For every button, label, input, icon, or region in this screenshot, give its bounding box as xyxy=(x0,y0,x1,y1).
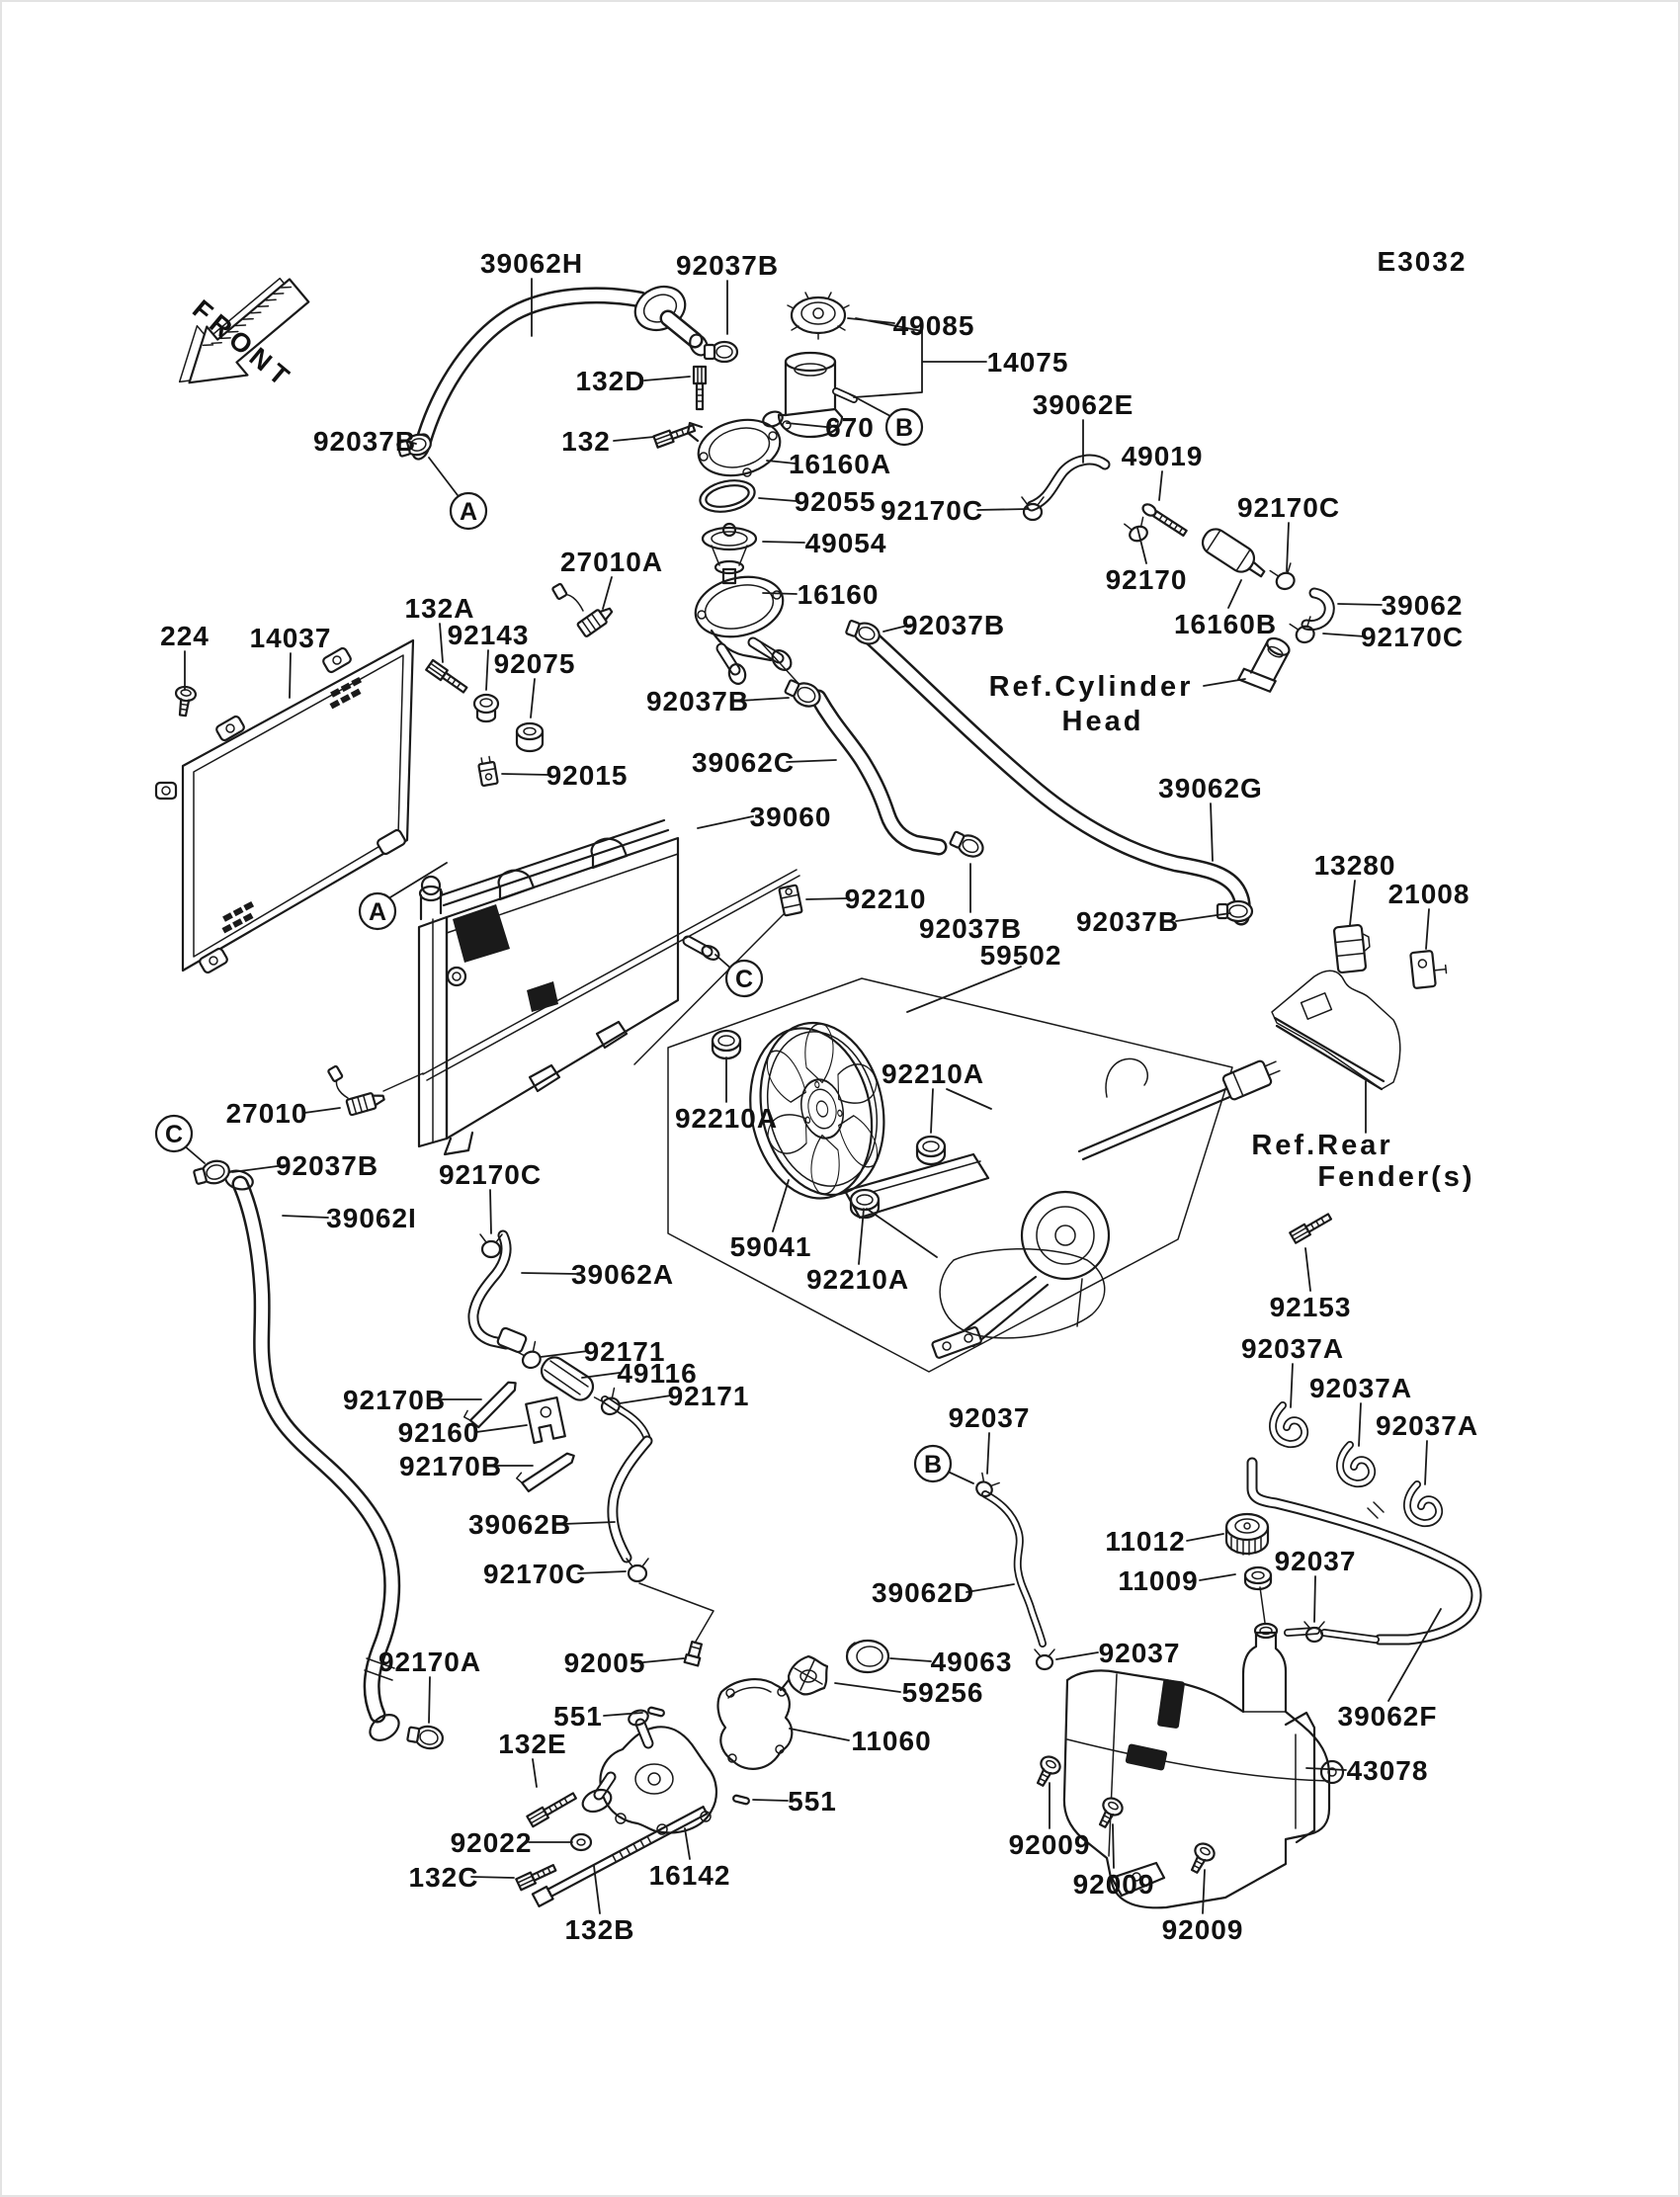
part-label-92037b-20: 92037B xyxy=(901,610,1006,640)
callout-a-0 xyxy=(451,493,486,529)
part-label-224-24: 224 xyxy=(160,621,210,651)
part-label-39062h-0: 39062H xyxy=(479,248,584,279)
washer-92022 xyxy=(571,1834,591,1850)
callout-c-5 xyxy=(156,1116,192,1151)
tank-plug-11009 xyxy=(1245,1567,1271,1589)
clamp-92170C xyxy=(1270,563,1299,592)
part-label-11012-62: 11012 xyxy=(1105,1526,1186,1557)
part-label-16160-17: 16160 xyxy=(797,579,880,610)
fan-assembly xyxy=(668,978,1283,1372)
part-label-132-9: 132 xyxy=(561,426,611,457)
part-label-92037b-38: 92037B xyxy=(1075,906,1180,937)
thermostat-housing-lower xyxy=(689,568,802,688)
part-label-92009-83: 92009 xyxy=(1072,1869,1155,1900)
part-label-11009-64: 11009 xyxy=(1118,1565,1199,1596)
screw-92009 xyxy=(1186,1840,1218,1876)
part-label-92009-80: 92009 xyxy=(1008,1829,1091,1860)
filter-16160B xyxy=(1198,525,1270,584)
bolt-132B xyxy=(533,1804,709,1905)
fitting-92005 xyxy=(685,1642,704,1666)
pump-gasket-11060 xyxy=(718,1679,793,1769)
part-label-132c-82: 132C xyxy=(408,1862,479,1893)
svg-text:B: B xyxy=(894,414,914,442)
part-label-92037-65: 92037 xyxy=(1274,1546,1357,1576)
part-label-92210a-40: 92210A xyxy=(881,1058,985,1089)
part-label-92143-23: 92143 xyxy=(447,620,530,650)
clip-92015 xyxy=(477,756,498,786)
part-label-39062-19: 39062 xyxy=(1381,590,1464,621)
o-ring-670 xyxy=(761,409,785,429)
part-label-14037-25: 14037 xyxy=(249,623,332,653)
hose-39062D xyxy=(985,1494,1043,1644)
part-label-92160-59: 92160 xyxy=(397,1417,480,1448)
part-label-14075-3: 14075 xyxy=(986,347,1069,378)
thermostat-housing-upper xyxy=(688,412,786,484)
part-label-92022-79: 92022 xyxy=(450,1827,533,1858)
part-label-132d-5: 132D xyxy=(575,366,646,396)
part-label-39062e-4: 39062E xyxy=(1032,389,1134,420)
svg-text:B: B xyxy=(923,1451,943,1479)
part-label-92170c-66: 92170C xyxy=(482,1559,587,1589)
part-label-92170c-12: 92170C xyxy=(880,495,984,526)
clamp-92037 xyxy=(1035,1649,1054,1669)
tank-cap-11012 xyxy=(1226,1514,1268,1555)
switch-21008 xyxy=(1410,950,1448,988)
svg-text:A: A xyxy=(459,498,478,526)
cylinder-head-fitting xyxy=(1238,632,1294,696)
part-label-11060-76: 11060 xyxy=(851,1726,932,1756)
clamp-92037B xyxy=(193,1158,232,1188)
part-label-92037b-37: 92037B xyxy=(918,913,1023,944)
part-label-39062c-31: 39062C xyxy=(691,747,796,778)
part-label-16160b-18: 16160B xyxy=(1173,609,1278,639)
svg-text:C: C xyxy=(164,1121,184,1148)
part-label-92037b-45: 92037B xyxy=(275,1150,379,1181)
part-label-39060-33: 39060 xyxy=(749,802,832,832)
part-label-39062i-47: 39062I xyxy=(326,1203,417,1233)
part-label-92170c-46: 92170C xyxy=(438,1159,543,1190)
bolt-132C xyxy=(516,1862,556,1890)
bolt-132D xyxy=(694,367,706,409)
part-label-59256-72: 59256 xyxy=(901,1677,984,1708)
o-ring-92055 xyxy=(697,476,757,517)
relay-13280 xyxy=(1334,924,1373,972)
part-label-head-28: Head xyxy=(1061,706,1144,737)
damper-92160 xyxy=(526,1397,565,1443)
part-label-92037a-54: 92037A xyxy=(1375,1410,1479,1441)
part-label-43078-78: 43078 xyxy=(1346,1755,1429,1786)
callout-a-1 xyxy=(360,893,395,929)
bracket-92210 xyxy=(779,885,801,915)
thermostat xyxy=(703,524,756,583)
part-label-132a-22: 132A xyxy=(404,593,475,624)
water-temp-sensor-27010 xyxy=(328,1065,423,1115)
part-label-16160a-10: 16160A xyxy=(788,449,892,479)
part-label-551-77: 551 xyxy=(788,1786,837,1817)
part-label-92009-85: 92009 xyxy=(1161,1914,1244,1945)
part-label-49019-7: 49019 xyxy=(1121,441,1204,471)
strap-92170B-lower xyxy=(514,1452,580,1493)
bolt-132E xyxy=(527,1791,577,1826)
callout-b-2 xyxy=(886,409,922,445)
part-label-49085-2: 49085 xyxy=(892,310,975,341)
clamp-92037B xyxy=(1218,901,1252,921)
part-label-92037a-52: 92037A xyxy=(1240,1333,1345,1364)
part-label-39062b-63: 39062B xyxy=(467,1509,572,1540)
fan-motor-bracket xyxy=(845,1056,1283,1359)
part-label-92210-36: 92210 xyxy=(844,884,927,914)
part-label-13280-34: 13280 xyxy=(1313,850,1396,881)
part-label-92170c-13: 92170C xyxy=(1236,492,1341,523)
part-label-39062d-67: 39062D xyxy=(871,1577,975,1608)
flange-nut-92210A xyxy=(713,1031,740,1058)
part-label-92075-26: 92075 xyxy=(493,648,576,679)
part-label-92210a-41: 92210A xyxy=(674,1103,779,1134)
front-label: FRONT xyxy=(187,294,299,395)
part-label-92037b-8: 92037B xyxy=(312,426,417,457)
hose-39062I xyxy=(223,1168,403,1746)
collar-92143 xyxy=(474,695,498,721)
part-label-92170-16: 92170 xyxy=(1105,564,1188,595)
radiator-cap xyxy=(788,293,849,339)
clamp-92037B xyxy=(705,342,737,362)
pin-551-lower xyxy=(733,1795,750,1805)
clamp-92170A xyxy=(406,1724,444,1751)
part-label-92005-70: 92005 xyxy=(563,1648,646,1678)
part-label-39062f-74: 39062F xyxy=(1337,1701,1438,1732)
bypass-chain xyxy=(1125,502,1329,695)
part-label-49116-56: 49116 xyxy=(617,1358,698,1389)
part-label-16142-81: 16142 xyxy=(648,1860,731,1891)
impeller-59256 xyxy=(781,1656,827,1694)
callout-c-4 xyxy=(726,961,762,996)
part-label-670-6: 670 xyxy=(825,412,875,443)
part-label-59502-39: 59502 xyxy=(979,940,1062,971)
part-label-92171-55: 92171 xyxy=(583,1336,666,1367)
part-label-92170a-69: 92170A xyxy=(378,1647,482,1677)
part-label-92015-30: 92015 xyxy=(546,760,629,791)
screw-92009 xyxy=(1032,1753,1063,1789)
part-label-59041-49: 59041 xyxy=(729,1231,812,1262)
part-label-92170c-21: 92170C xyxy=(1360,622,1465,652)
callout-b-3 xyxy=(915,1446,951,1481)
seal-49063 xyxy=(847,1641,888,1672)
clamp-92170C xyxy=(627,1559,648,1581)
part-label-92055-11: 92055 xyxy=(794,486,877,517)
part-label-92037b-1: 92037B xyxy=(675,250,780,281)
rear-fender-ref xyxy=(1272,924,1448,1089)
part-label-27010-44: 27010 xyxy=(225,1098,308,1129)
svg-text:A: A xyxy=(368,898,387,926)
bolt-92153 xyxy=(1290,1212,1332,1243)
part-label-92210a-50: 92210A xyxy=(805,1264,910,1295)
front-arrow-icon xyxy=(159,261,319,411)
part-label-refrear-42: Ref.Rear xyxy=(1251,1130,1393,1161)
part-label-92037b-29: 92037B xyxy=(645,686,750,717)
part-label-92037a-53: 92037A xyxy=(1308,1373,1413,1403)
part-label-refcylinder-27: Ref.Cylinder xyxy=(988,671,1194,703)
flange-nut-92210A xyxy=(917,1137,945,1164)
part-label-fenders-43: Fender(s) xyxy=(1317,1161,1475,1193)
part-label-39062g-32: 39062G xyxy=(1158,773,1263,803)
part-label-92171-58: 92171 xyxy=(667,1381,750,1411)
part-label-92170b-60: 92170B xyxy=(398,1451,503,1481)
part-label-92037-61: 92037 xyxy=(948,1402,1031,1433)
part-label-132e-75: 132E xyxy=(498,1729,567,1759)
part-label-551-73: 551 xyxy=(553,1701,603,1732)
pin-551-upper xyxy=(648,1707,665,1717)
part-label-92170b-57: 92170B xyxy=(342,1385,447,1415)
part-label-27010a-15: 27010A xyxy=(559,547,664,577)
svg-text:C: C xyxy=(734,966,754,993)
diagram-code: E3032 xyxy=(1377,246,1468,277)
part-label-21008-35: 21008 xyxy=(1387,879,1470,909)
clamp-92170C xyxy=(480,1234,502,1257)
damper-92075 xyxy=(517,723,543,751)
part-label-92153-51: 92153 xyxy=(1269,1292,1352,1322)
part-label-49063-71: 49063 xyxy=(930,1647,1013,1677)
bolt-132A xyxy=(426,660,468,695)
part-label-92037-68: 92037 xyxy=(1098,1638,1181,1668)
clamp-92037B xyxy=(949,828,986,860)
hose-39062C xyxy=(818,698,939,847)
part-label-132b-84: 132B xyxy=(564,1914,635,1945)
hose-39062B xyxy=(613,1441,714,1647)
part-label-39062a-48: 39062A xyxy=(570,1259,675,1290)
part-label-49054-14: 49054 xyxy=(804,528,887,558)
